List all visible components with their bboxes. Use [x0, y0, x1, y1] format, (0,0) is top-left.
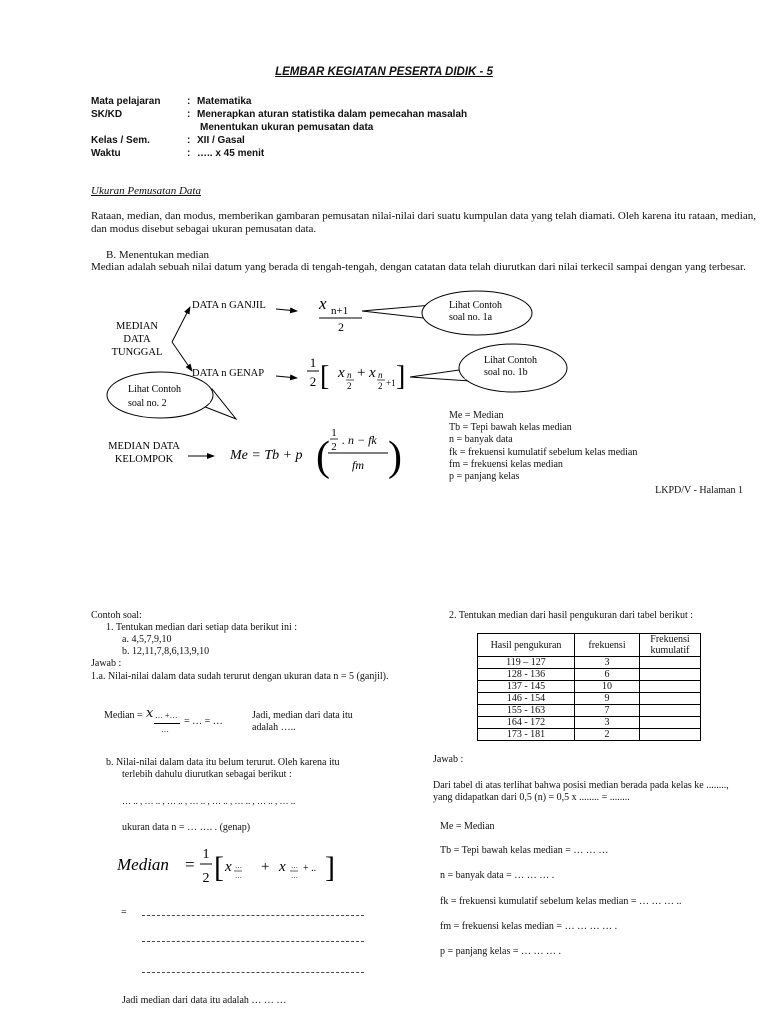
header-kumulatif: Frekuensi kumulatif	[640, 634, 701, 657]
svg-text:1: 1	[331, 427, 337, 439]
svg-text:soal no. 1a: soal no. 1a	[449, 312, 493, 323]
svg-text:2: 2	[202, 871, 210, 886]
median-tunggal-label-3: TUNGGAL	[111, 347, 163, 358]
table-header-row	[478, 634, 701, 657]
header-hasil: Hasil pengukuran	[478, 634, 575, 657]
right-line-me: Me = Median	[440, 821, 495, 832]
svg-text:soal no. 1b: soal no. 1b	[484, 367, 528, 378]
callout-1a	[362, 291, 532, 335]
svg-text:…: …	[235, 862, 242, 870]
section-title: Ukuran Pemusatan Data	[91, 185, 201, 197]
median-diagram	[0, 285, 768, 500]
table-row: 137 - 145 10	[478, 681, 701, 693]
ganjil-label: DATA n GANJIL	[192, 300, 266, 311]
svg-text:1: 1	[309, 355, 317, 370]
svg-text:): )	[388, 434, 402, 480]
question-2: 2. Tentukan median dari hasil pengukuran dari tabel berikut :	[449, 610, 694, 621]
svg-text:Lihat Contoh: Lihat Contoh	[128, 384, 182, 395]
svg-text:…: …	[291, 872, 298, 880]
svg-text:+1: +1	[386, 378, 396, 388]
answer-line-3[interactable]	[142, 972, 364, 973]
jawab-right: Jawab :	[433, 754, 464, 765]
svg-text:+ ..: + ..	[303, 863, 317, 874]
svg-text:Lihat Contoh: Lihat Contoh	[484, 355, 538, 366]
contoh-soal-heading: Contoh soal:	[91, 610, 142, 621]
genap-arrow	[276, 376, 297, 378]
svg-text:1: 1	[202, 847, 210, 862]
subsection-heading: B. Menentukan median	[106, 249, 209, 261]
svg-text:n: n	[347, 370, 352, 380]
svg-text:soal no. 2: soal no. 2	[128, 398, 167, 409]
svg-text:+: +	[357, 365, 366, 381]
svg-text:x: x	[225, 859, 232, 875]
svg-text:2: 2	[331, 441, 337, 453]
part-b-dots: … .. , … .. , … .. , … .. , … .. , … .. , … .. , … ..	[122, 796, 296, 806]
svg-text:+: +	[261, 859, 270, 875]
svg-text:Median: Median	[117, 855, 169, 874]
right-line-fk: fk = frekuensi kumulatif sebelum kelas median = … … … ..	[440, 896, 682, 907]
formula-ganjil	[318, 294, 362, 334]
median-genap-equation	[115, 840, 355, 890]
svg-text:(: (	[316, 434, 330, 480]
svg-text:2: 2	[378, 381, 383, 391]
legend-item: Me = Median	[449, 410, 504, 421]
question-1b: b. 12,11,7,8,6,13,9,10	[122, 646, 210, 657]
callout-1b	[410, 344, 567, 392]
equals-sign: =	[121, 907, 127, 918]
svg-text:]: ]	[325, 851, 335, 884]
answer-line-2[interactable]	[142, 941, 364, 942]
svg-text:]: ]	[396, 361, 406, 392]
legend-item: fk = frekuensi kumulatif sebelum kelas median	[449, 446, 638, 458]
legend-item: n = banyak data	[449, 434, 513, 446]
intro-paragraph: Rataan, median, dan modus, memberikan gambaran pemusatan nilai-nilai dari suatu kumpulan data yang telah diamati. Oleh karena itu rataan, median, dan modus disebut sebagai ukuran pemusatan data.	[91, 210, 756, 235]
table-row: 146 - 154 9	[478, 693, 701, 705]
svg-text:2: 2	[338, 320, 344, 334]
question-1a: a. 4,5,7,9,10	[122, 634, 172, 645]
page-label: LKPD/V - Halaman 1	[655, 485, 743, 496]
median-definition: Median adalah sebuah nilai datum yang berada di tengah-tengah, dengan catatan data telah diurutkan dari nilai terkecil sampai dengan yang terbesar.	[91, 261, 746, 273]
table-row: 164 - 172 3	[478, 717, 701, 729]
right-line-p: p = panjang kelas = … … … .	[440, 946, 561, 957]
svg-text:2: 2	[309, 374, 317, 389]
svg-text:x: x	[338, 365, 345, 381]
meta-row: Mata pelajaran : Matematika	[91, 96, 252, 107]
median-tunggal-label-1: MEDIAN	[116, 321, 158, 332]
svg-text:Lihat Contoh: Lihat Contoh	[449, 300, 503, 311]
question-1: 1. Tentukan median dari setiap data berikut ini :	[106, 622, 298, 633]
svg-text:2: 2	[347, 381, 352, 391]
svg-text:…: …	[291, 862, 298, 870]
formula-genap	[307, 355, 405, 392]
median-kelompok-label-1: MEDIAN DATA	[108, 441, 180, 452]
dari-tabel-text: Dari tabel di atas terlihat bahwa posisi median berada pada kelas ke ........, yang didapatkan dari 0,5 (n) = 0,5 x ........ = ........	[433, 780, 729, 803]
formula-kelompok	[229, 427, 402, 480]
median-kelompok-label-2: KELOMPOK	[114, 454, 174, 465]
header-frekuensi: frekuensi	[575, 634, 640, 657]
ganjil-arrow	[276, 309, 297, 311]
svg-text:x: x	[319, 294, 327, 313]
right-line-tb: Tb = Tepi bawah kelas median = … … …	[440, 845, 609, 856]
meta-row: SK/KD : Menerapkan aturan statistika dalam pemecahan masalah	[91, 109, 468, 120]
genap-label: DATA n GENAP	[192, 368, 265, 379]
meta-row: Waktu : ….. x 45 menit	[91, 148, 265, 159]
callout-2	[107, 372, 236, 419]
jawab-left: Jawab :	[91, 658, 122, 669]
jadi-1a: Jadi, median dari data itu adalah …..	[252, 710, 353, 733]
meta-row: Menentukan ukuran pemusatan data	[200, 122, 374, 133]
svg-text:fm: fm	[352, 458, 364, 472]
svg-text:x: x	[369, 365, 376, 381]
meta-table	[91, 95, 467, 160]
legend	[449, 410, 637, 483]
part-b-text: b. Nilai-nilai dalam data itu belum terurut. Oleh karena itu terlebih dahulu diurutkan sebagai berikut :	[106, 757, 340, 780]
svg-text:[: [	[320, 361, 330, 392]
svg-text:[: [	[214, 851, 224, 884]
jadi-2: Jadi median dari data itu adalah … … …	[122, 995, 287, 1006]
ukuran-data: ukuran data n = … …. . (genap)	[122, 822, 251, 833]
svg-text:. n − fk: . n − fk	[342, 433, 377, 447]
frequency-table	[477, 633, 701, 741]
svg-text:n: n	[378, 370, 383, 380]
svg-text:=: =	[185, 855, 195, 874]
median-1a-equation: Median = x … +… … = … = …	[104, 706, 223, 734]
right-line-fm: fm = frekuensi kelas median = … … … … .	[440, 921, 618, 932]
legend-item: p = panjang kelas	[449, 471, 520, 483]
svg-text:Me = Tb + p: Me = Tb + p	[230, 448, 303, 463]
page-title: LEMBAR KEGIATAN PESERTA DIDIK - 5	[275, 66, 493, 78]
right-line-n: n = banyak data = … … … .	[440, 870, 555, 881]
legend-item: fm = frekuensi kelas median	[449, 458, 563, 470]
svg-text:…: …	[235, 872, 242, 880]
table-row: 119 – 127 3	[478, 657, 701, 669]
table-row: 173 - 181 2	[478, 729, 701, 741]
table-row: 155 - 163 7	[478, 705, 701, 717]
branch-arrow-down	[172, 342, 192, 371]
answer-1a: 1.a. Nilai-nilai dalam data sudah terurut dengan ukuran data n = 5 (ganjil).	[91, 671, 389, 682]
branch-arrow-up	[172, 307, 190, 342]
svg-text:x: x	[279, 859, 286, 875]
answer-line-1[interactable]	[142, 915, 364, 916]
legend-item: Tb = Tepi bawah kelas median	[449, 422, 572, 434]
median-tunggal-label-2: DATA	[123, 334, 151, 345]
svg-text:n+1: n+1	[331, 305, 349, 317]
meta-row: Kelas / Sem. : XII / Gasal	[91, 135, 245, 146]
table-row: 128 - 136 6	[478, 669, 701, 681]
